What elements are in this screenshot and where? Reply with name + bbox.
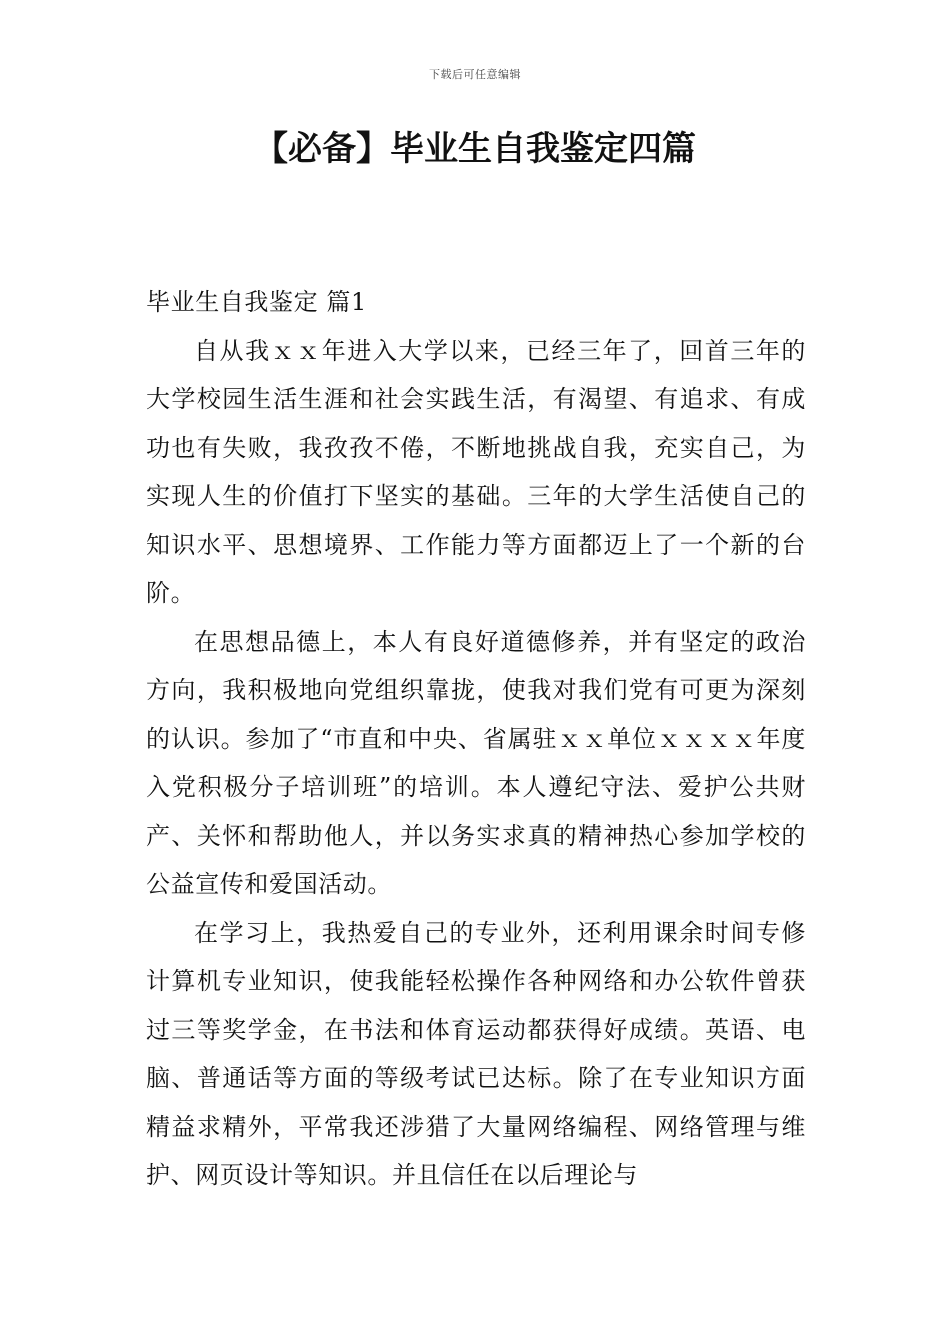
header-note: 下载后可任意编辑 [429,68,521,81]
section-heading: 毕业生自我鉴定 篇1 [146,288,367,316]
document-title: 【必备】毕业生自我鉴定四篇 [254,129,696,169]
paragraph-3: 在学习上，我热爱自己的专业外，还利用课余时间专修计算机专业知识，使我能轻松操作各种网络和办公软件曾获过三等奖学金，在书法和体育运动都获得好成绩。英语、电脑、普通话等方面的等级考试已达标。除了在专业知识方面精益求精外，平常我还涉猎了大量网络编程、网络管理与维护、网页设计等知识。并且信任在以后理论与 [146,918,806,1189]
document-body [146,278,806,1200]
paragraph-1: 自从我ｘｘ年进入大学以来，已经三年了，回首三年的大学校园生活生涯和社会实践生活，有渴望、有追求、有成功也有失败，我孜孜不倦，不断地挑战自我，充实自己，为实现人生的价值打下坚实的基础。三年的大学生活使自己的知识水平、思想境界、工作能力等方面都迈上了一个新的台阶。 [146,336,806,607]
paragraph-2: 在思想品德上，本人有良好道德修养，并有坚定的政治方向，我积极地向党组织靠拢，使我对我们党有可更为深刻的认识。参加了“市直和中央、省属驻ｘｘ单位ｘｘｘｘ年度入党积极分子培训班”的培训。本人遵纪守法、爱护公共财产、关怀和帮助他人，并以务实求真的精神热心参加学校的公益宣传和爱国活动。 [146,627,806,898]
